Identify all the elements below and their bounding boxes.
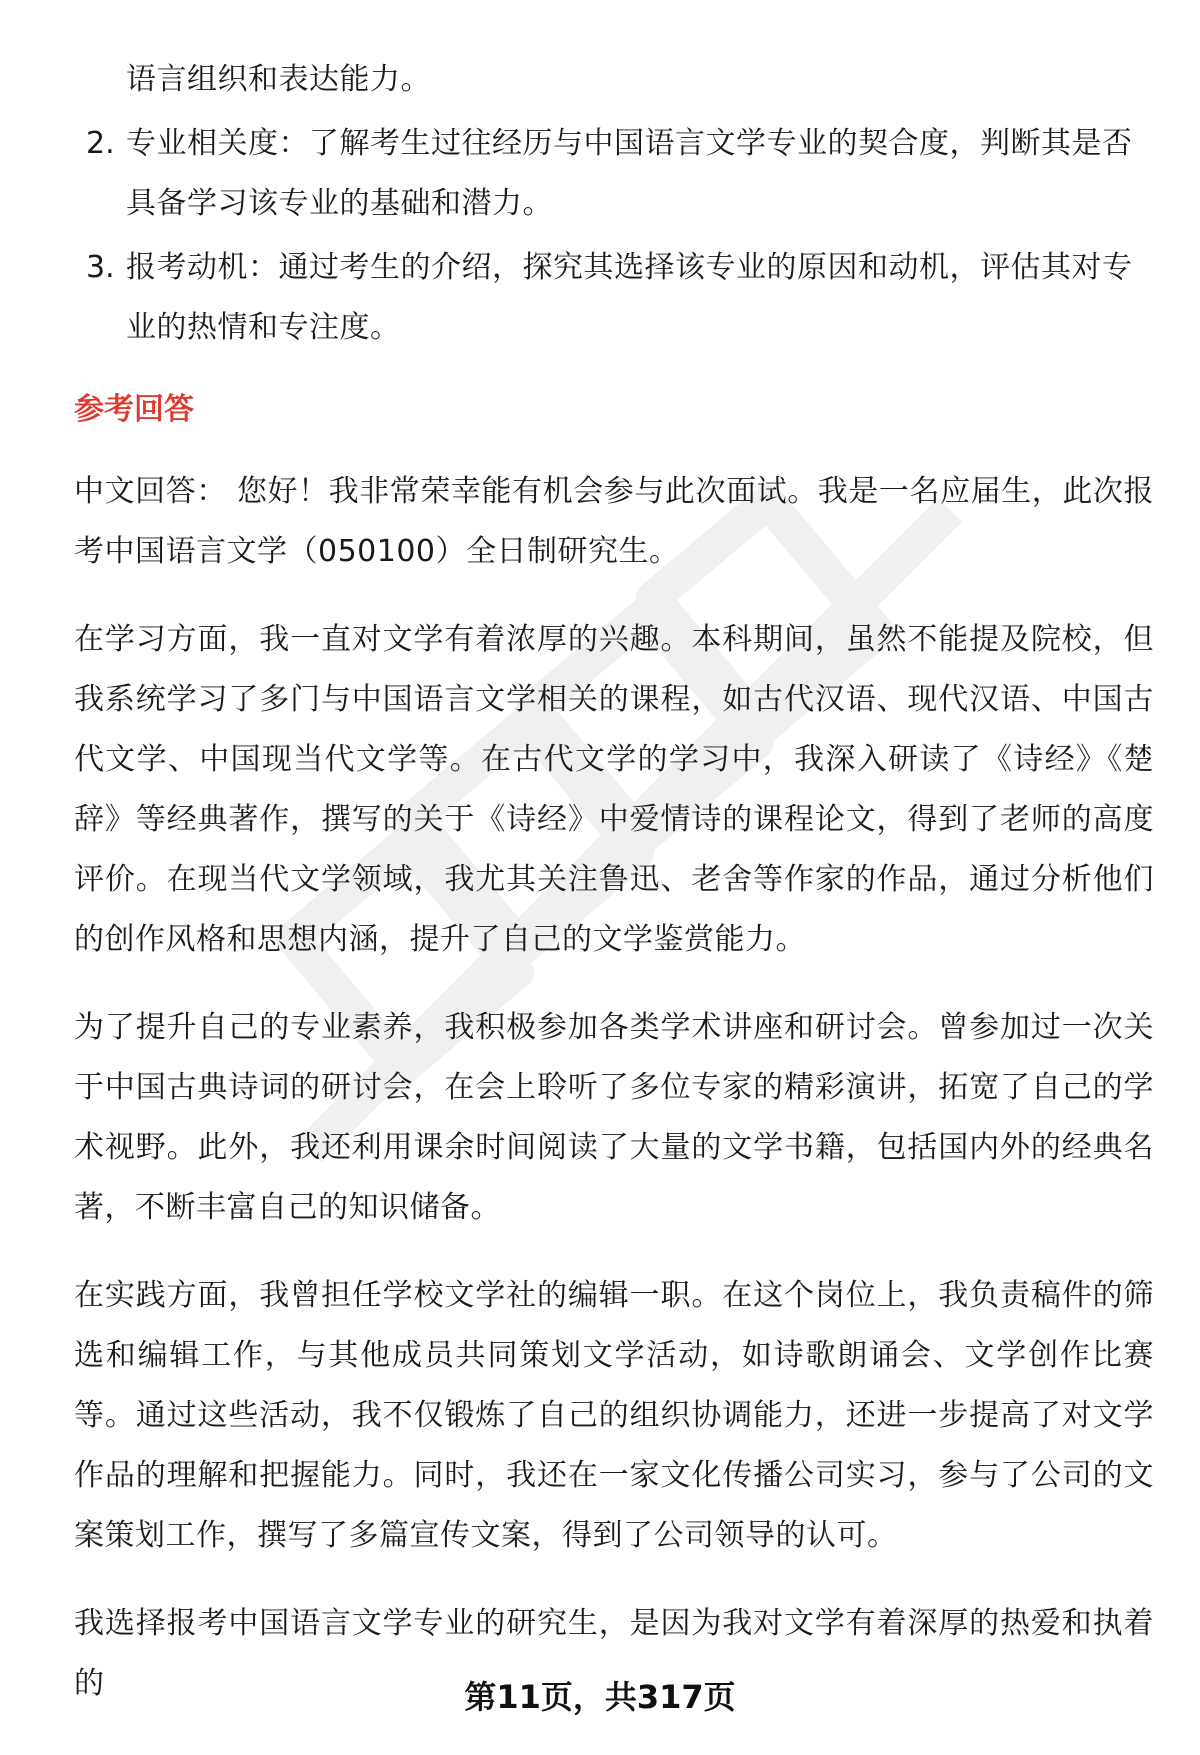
paragraph: 在学习方面，我一直对文学有着浓厚的兴趣。本科期间，虽然不能提及院校，但我系统学习了多门与中国语言文学相关的课程，如古代汉语、现代汉语、中国古代文学、中国现当代文学等。在古代文学的学习中，我深入研读了《诗经》《楚辞》等经典著作，撰写的关于《诗经》中爱情诗的课程论文，得到了老师的高度评价。在现当代文学领域，我尤其关注鲁迅、老舍等作家的作品，通过分析他们的创作风格和思想内涵，提升了自己的文学鉴赏能力。 [74, 622, 1154, 957]
paragraph: 为了提升自己的专业素养，我积极参加各类学术讲座和研讨会。曾参加过一次关于中国古典诗词的研讨会，在会上聆听了多位专家的精彩演讲，拓宽了自己的学术视野。此外，我还利用课余时间阅读了大量的文学书籍，包括国内外的经典名著，不断丰富自己的知识储备。 [74, 1010, 1154, 1225]
document-content [74, 50, 1154, 1742]
list-item [74, 238, 1154, 358]
list-item [74, 114, 1154, 234]
section-heading: 参考回答 [74, 392, 194, 427]
page-footer: 第11页，共317页 [464, 1678, 736, 1716]
list-text: 专业相关度：了解考生过往经历与中国语言文学专业的契合度，判断其是否具备学习该专业的基础和潜力。 [126, 126, 1133, 221]
paragraph: 中文回答： 您好！我非常荣幸能有机会参与此次面试。我是一名应届生，此次报考中国语言文学（050100）全日制研究生。 [74, 474, 1154, 569]
list-text: 报考动机：通过考生的介绍，探究其选择该专业的原因和动机，评估其对专业的热情和专注度。 [126, 250, 1133, 345]
list-number: 3. [86, 250, 115, 285]
paragraph: 在实践方面，我曾担任学校文学社的编辑一职。在这个岗位上，我负责稿件的筛选和编辑工作，与其他成员共同策划文学活动，如诗歌朗诵会、文学创作比赛等。通过这些活动，我不仅锻炼了自己的组织协调能力，还进一步提高了对文学作品的理解和把握能力。同时，我还在一家文化传播公司实习，参与了公司的文案策划工作，撰写了多篇宣传文案，得到了公司领导的认可。 [74, 1278, 1154, 1553]
criteria-list [74, 114, 1154, 358]
paragraph: 我选择报考中国语言文学专业的研究生，是因为我对文学有着深厚的热爱和执着的 [74, 1606, 1154, 1701]
list-number: 2. [86, 126, 115, 161]
intro-continuation: 语言组织和表达能力。 [126, 62, 431, 97]
